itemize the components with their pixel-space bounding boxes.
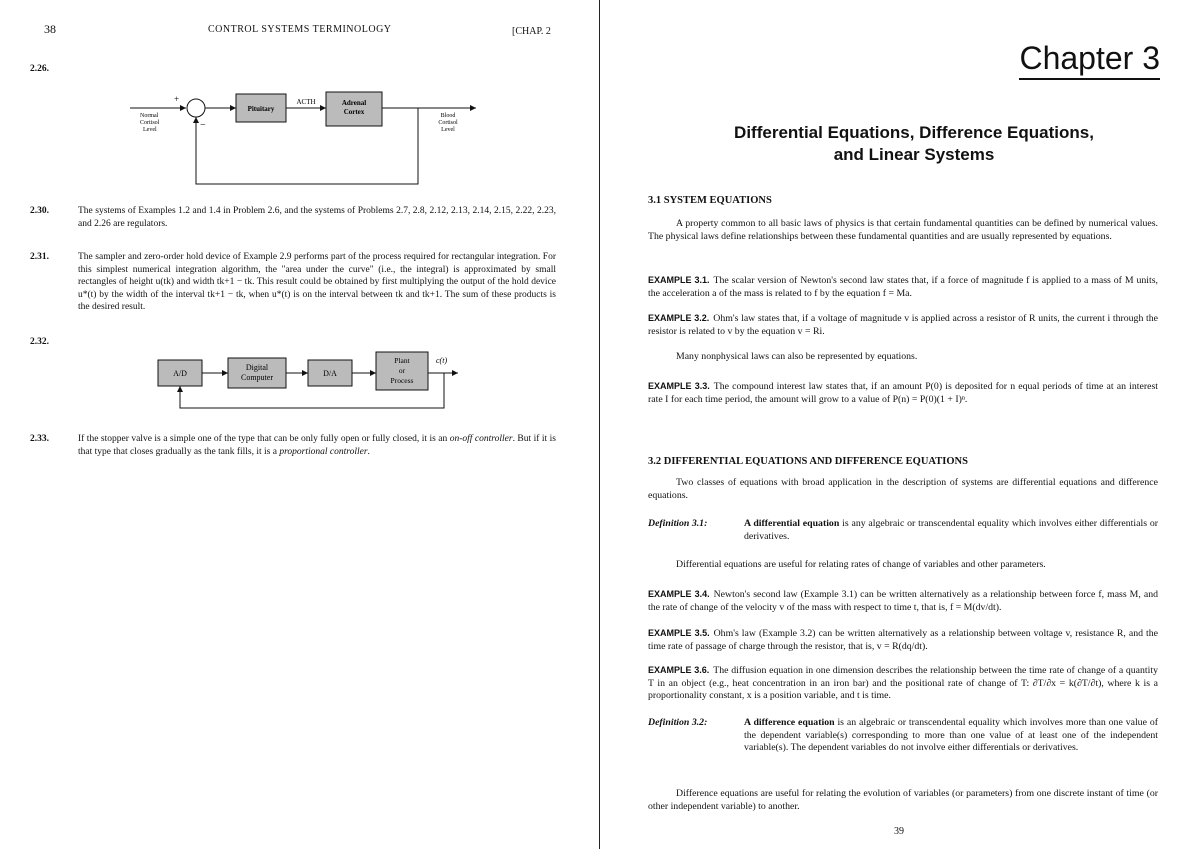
plus-sign: + — [174, 94, 180, 104]
problem-number-2-32: 2.32. — [30, 337, 49, 347]
input-label-line3: Level — [143, 127, 157, 133]
problem-number-2-30: 2.30. — [30, 206, 49, 216]
definition-3-1-label: Definition 3.1: — [648, 518, 708, 529]
minus-sign: − — [200, 120, 206, 131]
nonphysical-laws-text: Many nonphysical laws can also be represented by equations. — [676, 351, 918, 362]
input-label-line2: Cortisol — [140, 120, 160, 126]
output-ct-label: c(t) — [436, 356, 448, 365]
example-3-3: EXAMPLE 3.3. The compound interest law states that, if an amount P(0) is deposited for n equal periods of time at an interest rate I for each time period, the amount will grow to a value of P(n) = P(0)(1 + I)ⁿ. — [648, 381, 1158, 405]
chapter-label: Chapter 3 — [1019, 40, 1160, 80]
acth-label: ACTH — [296, 98, 316, 106]
plant-label-line3: Process — [390, 376, 414, 385]
output-label-line1: Blood — [440, 113, 456, 119]
right-page — [600, 0, 1200, 849]
running-title: CONTROL SYSTEMS TERMINOLOGY — [208, 24, 392, 35]
output-label-line3: Level — [441, 127, 455, 133]
problem-number-2-31: 2.31. — [30, 252, 49, 262]
section-3-2-paragraph: Two classes of equations with broad application in the description of systems are differential equations and difference equations. — [648, 477, 1158, 501]
digital-control-diagram — [150, 350, 470, 414]
chapter-title: Differential Equations, Difference Equations, and Linear Systems — [734, 123, 1094, 164]
definition-3-1-text: A differential equation is any algebraic or transcendental equality which involves either differentials or derivatives. — [744, 518, 1158, 542]
computer-label-line2: Computer — [241, 373, 273, 382]
definition-3-2-text: A difference equation is an algebraic or transcendental equality which involves more than one value of the dependent variable(s) corresponding to more than one value of at least one of the independent variable(s). The dependent variables do not involve either differentials or derivatives. — [744, 717, 1158, 753]
section-3-1-heading: 3.1 SYSTEM EQUATIONS — [648, 195, 772, 206]
adrenal-label-line2: Cortex — [343, 108, 365, 116]
ad-label: A/D — [173, 369, 187, 378]
adrenal-label-line1: Adrenal — [341, 99, 367, 107]
left-page — [0, 0, 599, 849]
chapter-reference: [CHAP. 2 — [512, 26, 551, 37]
summing-junction — [187, 99, 205, 117]
da-label: D/A — [323, 369, 337, 378]
output-label-line2: Cortisol — [438, 120, 458, 126]
problem-number-2-26: 2.26. — [30, 64, 49, 74]
problem-text-2-33: If the stopper valve is a simple one of the type that can be only fully open or fully closed, it is an on-off controller. But if it is that type that closes gradually as the tank fills, it is a proportional controller. — [78, 434, 556, 457]
input-label-line1: Normal — [140, 113, 159, 119]
example-3-1: EXAMPLE 3.1. The scalar version of Newton's second law states that, if a force of magnitude f is applied to a mass of M units, the acceleration a of the mass is related to f by the equation f = Ma. — [648, 275, 1158, 299]
example-3-6: EXAMPLE 3.6. The diffusion equation in one dimension describes the relationship between the time rate of change of a quantity T in an object (e.g., heat concentration in an iron bar) and the positional rate of change of T: ∂T/∂x = k(∂T/∂t), where k is a proportionality constant, x is a position variable, and t is time. — [648, 665, 1158, 701]
differential-useful-text: Differential equations are useful for relating rates of change of variables and other parameters. — [676, 559, 1046, 570]
problem-text-2-31: The sampler and zero-order hold device of Example 2.9 performs part of the process required for rectangular integration. For this simplest numerical integration algorithm, the "area under the curve" (i.e., the integral) is approximated by small rectangles of height u(tk) and width tk+1 − tk. This result could be obtained by first multiplying the output of the hold device u*(t) by the width of the interval tk+1 − tk, when u*(t) is on the interval between tk and tk+1. The sum of these products is the desired result. — [78, 252, 556, 312]
example-3-4: EXAMPLE 3.4. Newton's second law (Example 3.1) can be written alternatively as a relationship between force f, mass M, and the rate of change of the velocity v of the mass with respect to time t, that is, f = M(dv/dt). — [648, 589, 1158, 613]
left-page-number: 38 — [44, 22, 56, 36]
pituitary-label: Pituitary — [247, 105, 275, 113]
section-3-1-paragraph: A property common to all basic laws of physics is that certain fundamental quantities can be defined by numerical values. The physical laws define relationships between these fundamental quantities and are usually represented by equations. — [648, 218, 1158, 242]
plant-label-line2: or — [398, 366, 406, 375]
problem-number-2-33: 2.33. — [30, 434, 49, 444]
right-page-number: 39 — [894, 826, 904, 837]
problem-text-2-30: The systems of Examples 1.2 and 1.4 in Problem 2.6, and the systems of Problems 2.7, 2.8, 2.12, 2.13, 2.14, 2.15, 2.22, 2.23, and 2.26 are regulators. — [78, 206, 556, 229]
plant-label-line1: Plant — [394, 356, 410, 365]
definition-3-2-label: Definition 3.2: — [648, 717, 708, 728]
example-3-5: EXAMPLE 3.5. Ohm's law (Example 3.2) can be written alternatively as a relationship between voltage v, resistance R, and the time rate of passage of charge through the resistor, that is, v = R(dq/dt). — [648, 628, 1158, 652]
computer-label-line1: Digital — [245, 363, 269, 372]
cortisol-feedback-diagram — [130, 84, 480, 190]
section-3-2-heading: 3.2 DIFFERENTIAL EQUATIONS AND DIFFERENCE EQUATIONS — [648, 456, 968, 467]
example-3-2: EXAMPLE 3.2. Ohm's law states that, if a voltage of magnitude v is applied across a resistor of R units, the current i through the resistor is related to v by the equation v = Ri. — [648, 313, 1158, 337]
difference-useful-text: Difference equations are useful for relating the evolution of variables (or parameters) from one discrete instant of time (or other independent variable) to another. — [648, 788, 1158, 812]
